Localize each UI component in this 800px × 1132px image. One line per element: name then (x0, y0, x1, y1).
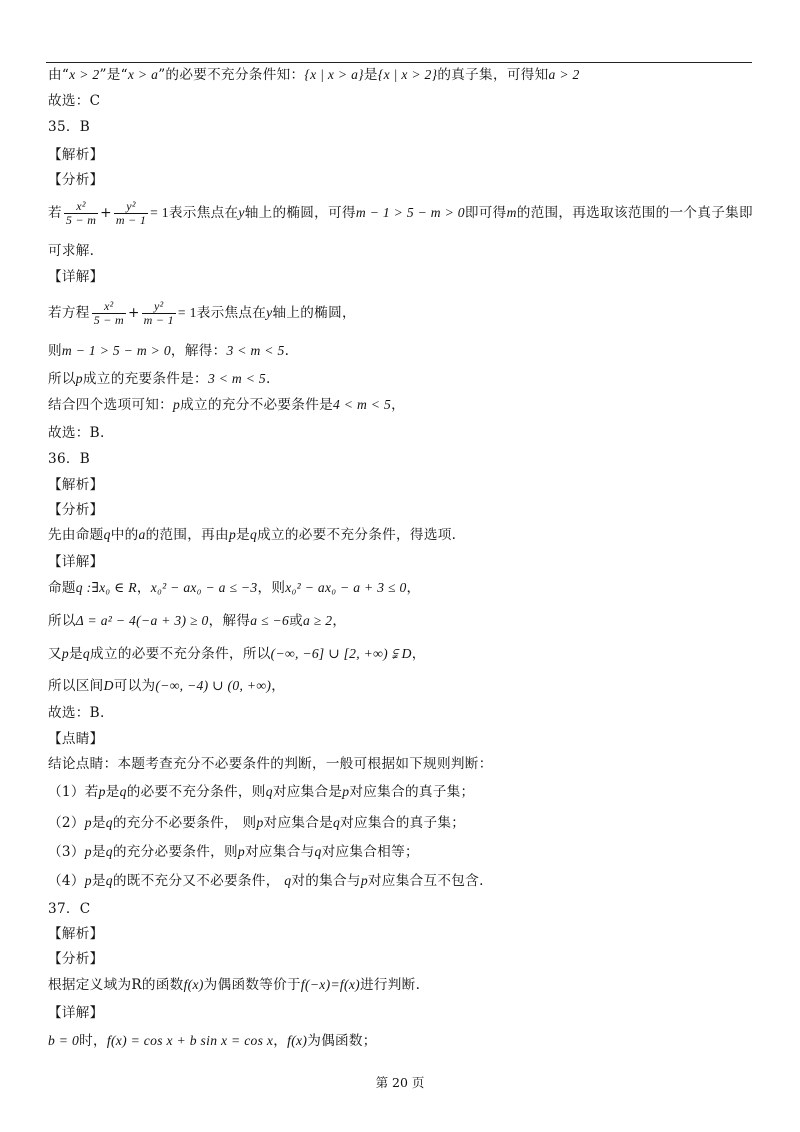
section-heading: 【分析】 (48, 502, 104, 518)
section-heading: 【解析】 (48, 477, 104, 493)
line-21: 又p是q成立的必要不充分条件，所以(−∞, −6] ∪ [2, +∞) ⫋ D， (48, 646, 426, 662)
section-heading: 【分析】 (48, 172, 104, 188)
section-heading: 【解析】 (48, 147, 104, 163)
rule-item-4: （4）p是q的既不充分又不必要条件， q对的集合与p对应集合互不包含. (48, 873, 484, 889)
answer-line: 故选：B. (48, 425, 105, 441)
page-footer: 第 20 页 (375, 1075, 425, 1090)
text-line: 结论点睛：本题考查充分不必要条件的判断，一般可根据如下规则判断： (48, 756, 493, 772)
text-line: 可求解. (48, 243, 95, 259)
answer-line: 故选：C (48, 93, 101, 109)
section-heading: 【详解】 (48, 1005, 104, 1021)
line-12: 结合四个选项可知：p成立的充分不必要条件是4 < m < 5， (48, 397, 405, 413)
fraction: $\frac{\text{y²}}{m - 1}$ (115, 199, 147, 227)
question-number: 36．B (48, 451, 91, 467)
line-17: 先由命题q中的a的范围，再由p是q成立的必要不充分条件，得选项. (48, 527, 457, 543)
section-heading: 【解析】 (48, 926, 104, 942)
question-number: 37．C (48, 901, 91, 917)
line-20: 所以Δ = a² − 4(−a + 3) ≥ 0，解得a ≤ −6或a ≥ 2， (48, 613, 347, 629)
section-heading: 【详解】 (48, 269, 104, 285)
rule-item-3: （3）p是q的充分必要条件，则p对应集合与q对应集合相等； (48, 844, 419, 860)
header-rule (46, 62, 752, 63)
line-6: 若 $\frac{\text{x²}}{5 - m}$ + $\frac{\text{y²}}{m - 1}$ = 1表示焦点在y轴上的椭圆，可得m − 1 > 5 − m > 0即可得m的范围，再选取该范围的一个真子集即 (48, 199, 753, 227)
section-heading: 【详解】 (48, 554, 104, 570)
answer-line: 故选：B. (48, 705, 105, 721)
line-10: 则m − 1 > 5 − m > 0，解得：3 < m < 5. (48, 343, 290, 359)
line-33: 根据定义域为R的函数f(x)为偶函数等价于f(−x)=f(x)进行判断. (48, 977, 421, 993)
line-35: b = 0时，f(x) = cos x + b sin x = cos x，f(x)为偶函数； (48, 1033, 377, 1049)
section-heading: 【分析】 (48, 951, 104, 967)
section-heading: 【点睛】 (48, 731, 104, 747)
line-22: 所以区间D可以为(−∞, −4) ∪ (0, +∞)， (48, 678, 286, 694)
line-11: 所以p成立的充要条件是：3 < m < 5. (48, 371, 271, 387)
fraction: $\frac{\text{x²}}{5 - m}$ (65, 199, 97, 227)
rule-item-2: （2）p是q的充分不必要条件， 则p对应集合是q对应集合的真子集； (48, 815, 466, 831)
fraction: $\frac{\text{x²}}{5 - m}$ (93, 299, 124, 327)
fraction: $\frac{\text{y²}}{m - 1}$ (143, 299, 174, 327)
line-9: 若方程 $\frac{\text{x²}}{5 - m}$ + $\frac{\text{y²}}{m - 1}$ = 1表示焦点在y轴上的椭圆， (48, 299, 356, 327)
line-19: 命题q :∃x₀ ∈ R，x₀² − ax₀ − a ≤ −3，则x₀² − ax₀ − a + 3 ≤ 0， (48, 580, 421, 596)
line-1: 由“x > 2”是“x > a”的必要不充分条件知：{x | x > a}是{x | x > 2}的真子集，可得知a > 2 (48, 67, 580, 83)
question-number: 35．B (48, 119, 91, 135)
rule-item-1: （1）若p是q的必要不充分条件，则q对应集合是p对应集合的真子集； (48, 784, 475, 800)
